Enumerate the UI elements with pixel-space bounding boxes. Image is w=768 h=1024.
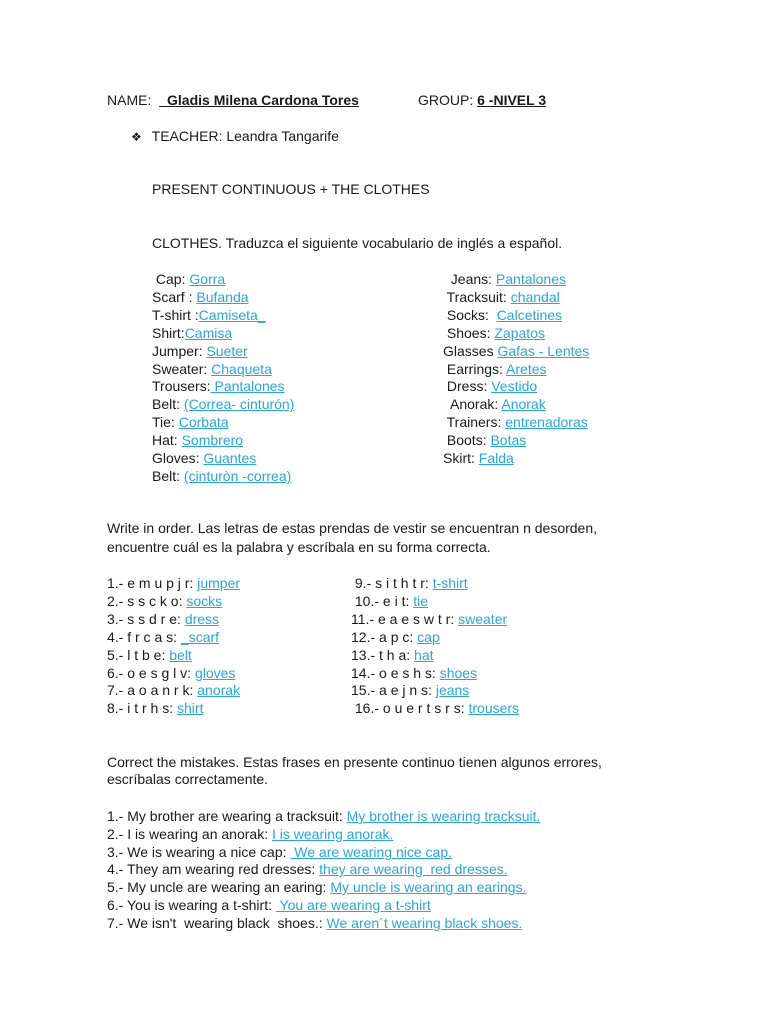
unscramble-item-prompt: 14.- o e s h s: [351,665,440,681]
unscramble-item [107,665,235,682]
vocab-item [443,361,547,378]
vocab-item [443,432,526,449]
unscramble-item-prompt: 8.- i t r h s: [107,700,178,716]
vocab-item [152,414,229,431]
vocab-item [152,361,272,378]
vocab-item-answer: (Correa- cinturón) [183,396,295,412]
group-line [418,92,546,109]
vocab-item-answer: Zapatos [494,325,545,341]
vocab-item-answer: Vestido [491,378,538,394]
correction-item-prompt: 7.- We isn't wearing black shoes.: [107,915,327,931]
correction-item-answer: they are wearing red dresses. [319,861,508,877]
unscramble-item [107,682,240,699]
correction-item-prompt: 2.- I is wearing an anorak: [107,826,272,842]
unscramble-item-prompt: 1.- e m u p j r: [107,575,198,591]
teacher-name: TEACHER: Leandra Tangarife [151,128,339,144]
correction-item-answer: You are wearing a t-shirt [275,897,431,913]
unscramble-item-answer: socks [186,593,223,609]
unscramble-item [107,647,192,664]
vocab-item [152,289,249,306]
unscramble-item-prompt: 6.- o e s g l v: [107,665,195,681]
unscramble-item [107,700,203,717]
unscramble-item-answer: anorak [197,682,241,698]
unscramble-item-answer: cap [417,629,440,645]
unscramble-item [351,647,434,664]
correction-item [107,861,508,878]
vocab-item-answer: Chaqueta [211,361,272,377]
unscramble-item [351,575,468,592]
vocab-item-answer: Bufanda [196,289,249,305]
unscramble-item-prompt: 10.- e i t: [351,593,414,609]
unscramble-item-answer: dress [184,611,220,627]
correction-item-answer: We are wearing nice cap. [290,844,452,860]
unscramble-item-answer: sweater [458,611,508,627]
vocab-item [152,271,225,288]
vocab-item [443,378,537,395]
group-value: 6 -NIVEL 3 [477,92,547,108]
vocab-item-answer: Camisa [184,325,233,341]
unscramble-item-answer: t-shirt [432,575,468,591]
unscramble-item-answer: jeans [435,682,470,698]
vocab-item-answer: Guantes [203,450,257,466]
unscramble-item-answer: trousers [468,700,520,716]
unscramble-item-answer: jumper [197,575,241,591]
correction-item [107,826,393,843]
unscramble-item-answer: shirt [177,700,204,716]
unscramble-item-answer: gloves [194,665,236,681]
vocab-item-prompt: Scarf : [152,289,197,305]
vocab-item [443,396,546,413]
vocab-item-prompt: Shirt: [152,325,185,341]
vocab-item-answer: Camiseta_ [198,307,266,323]
vocab-item-prompt: Trainers: [443,414,506,430]
diamond-bullet-icon: ❖ [131,130,142,144]
vocab-item-prompt: Earrings: [443,361,507,377]
vocab-item-answer: Pantalones [210,378,285,394]
correction-item-answer: I is wearing anorak. [271,826,394,842]
vocab-item [152,432,243,449]
unscramble-item-prompt: 11.- e a e s w t r: [351,611,459,627]
topic-title: PRESENT CONTINUOUS + THE CLOTHES [152,181,430,197]
unscramble-item [351,593,428,610]
correction-item-answer: We aren´t wearing black shoes. [326,915,523,931]
vocab-item-prompt: Glasses [443,343,498,359]
vocab-item [152,307,266,324]
vocab-item-prompt: Tracksuit: [443,289,511,305]
correction-item-prompt: 6.- You is wearing a t-shirt: [107,897,276,913]
vocab-item-answer: Gorra [189,271,226,287]
vocab-item [152,378,285,395]
vocab-item-prompt: Trousers: [152,378,211,394]
vocab-item [443,325,545,342]
student-name: _Gladis Milena Cardona Tores [159,92,359,108]
vocab-item [152,325,232,342]
vocab-item-answer: chandal [510,289,560,305]
unscramble-item-answer: belt [169,647,192,663]
unscramble-item [107,575,240,592]
unscramble-item-prompt: 12.- a p c: [351,629,418,645]
unscramble-item-prompt: 3.- s s d r e: [107,611,185,627]
correction-item-prompt: 3.- We is wearing a nice cap: [107,844,291,860]
correction-item-answer: My uncle is wearing an earings. [330,879,527,895]
correction-item-prompt: 5.- My uncle are wearing an earing: [107,879,331,895]
unscramble-item [351,629,440,646]
vocab-item-prompt: Gloves: [152,450,204,466]
unscramble-item-prompt: 9.- s i t h t r: [351,575,433,591]
vocab-item-prompt: Belt: [152,468,184,484]
correction-item-prompt: 4.- They am wearing red dresses: [107,861,320,877]
unscramble-item [351,611,507,628]
vocab-item-answer: Botas [490,432,527,448]
name-line [107,92,359,109]
vocab-item-prompt: Anorak: [443,396,502,412]
vocab-item-answer: Aretes [506,361,547,377]
vocab-item-prompt: Jumper: [152,343,207,359]
vocab-item-answer: Sombrero [181,432,244,448]
vocab-item-prompt: T-shirt : [152,307,199,323]
vocab-item-answer: Gafas - Lentes [497,343,590,359]
unscramble-item-answer: shoes [439,665,478,681]
unscramble-item [107,593,222,610]
vocab-item [443,343,589,360]
correction-item [107,915,522,932]
section3-instruction-line2: escríbalas correctamente. [107,771,269,787]
vocab-item-prompt: Shoes: [443,325,495,341]
vocab-item-prompt: Hat: [152,432,182,448]
unscramble-item [351,665,477,682]
vocab-item-answer: Pantalones [495,271,566,287]
correction-item [107,844,452,861]
section1-instruction: CLOTHES. Traduzca el siguiente vocabulario de inglés a español. [152,235,563,251]
unscramble-item-prompt: 15.- a e j n s: [351,682,436,698]
unscramble-item [107,611,219,628]
vocab-item-answer: entrenadoras [505,414,588,430]
vocab-item-answer: Anorak [501,396,546,412]
unscramble-item-prompt: 5.- l t b e: [107,647,170,663]
vocab-item-prompt: Skirt: [443,450,479,466]
unscramble-item-prompt: 2.- s s c k o: [107,593,187,609]
vocab-item-answer: (cinturòn -correa) [183,468,292,484]
correction-item-prompt: 1.- My brother are wearing a tracksuit: [107,808,347,824]
vocab-item-prompt: Dress: [443,378,492,394]
vocab-item-prompt: Socks: [443,307,497,323]
vocab-item-prompt: Cap: [152,271,190,287]
vocab-item [443,450,514,467]
correction-item [107,808,540,825]
unscramble-item [351,700,519,717]
vocab-item-answer: Sueter [206,343,248,359]
vocab-item [443,289,560,306]
unscramble-item-answer: hat [414,647,434,663]
vocab-item [443,414,588,431]
vocab-item [443,271,566,288]
unscramble-item-answer: tie [413,593,429,609]
unscramble-item-answer: _scarf [180,629,220,645]
vocab-item [443,307,562,324]
unscramble-item-prompt: 13.- t h a: [351,647,415,663]
correction-item-answer: My brother is wearing tracksuit. [346,808,541,824]
section2-instruction-line1: Write in order. Las letras de estas prendas de vestir se encuentran n desorden, [107,520,598,536]
vocab-item-answer: Falda [478,450,514,466]
vocab-item-prompt: Jeans: [443,271,496,287]
vocab-item-prompt: Tie: [152,414,179,430]
vocab-item [152,468,291,485]
correction-item [107,879,526,896]
vocab-item [152,396,294,413]
vocab-item-answer: Calcetines [496,307,563,323]
vocab-item-answer: Corbata [178,414,229,430]
group-label: GROUP: [418,92,474,108]
correction-item [107,897,431,914]
unscramble-item [107,629,219,646]
vocab-item-prompt: Sweater: [152,361,212,377]
name-label: NAME: [107,92,152,108]
section3-instruction-line1: Correct the mistakes. Estas frases en presente continuo tienen algunos errores, [107,754,602,770]
unscramble-item [351,682,469,699]
unscramble-item-prompt: 16.- o u e r t s r s: [351,700,469,716]
unscramble-item-prompt: 7.- a o a n r k: [107,682,198,698]
vocab-item-prompt: Boots: [443,432,491,448]
vocab-item-prompt: Belt: [152,396,184,412]
vocab-item [152,450,256,467]
section2-instruction-line2: encuentre cuál es la palabra y escríbala en su forma correcta. [107,539,491,555]
vocab-item [152,343,248,360]
unscramble-item-prompt: 4.- f r c a s: [107,629,181,645]
teacher-line [131,128,339,146]
